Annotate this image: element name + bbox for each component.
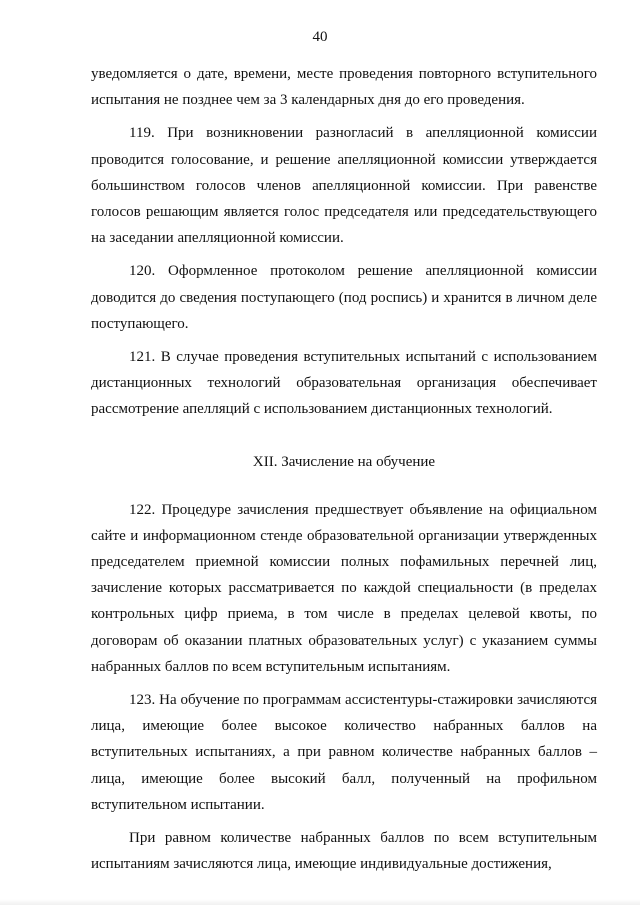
- page-number: 40: [312, 29, 328, 45]
- scan-edge-shadow: [0, 899, 640, 905]
- paragraph-119: 119. При возникновении разногласий в апелляционной комиссии проводится голосование, и решение апелляционной комиссии утверждается большинством голосов членов апелляционной комиссии. При равенстве голосов решающим является голос председателя или председательствующего на заседании апелляционной комиссии.: [91, 125, 597, 247]
- paragraph-121: 121. В случае проведения вступительных испытаний с использованием дистанционных технологий образовательная организация обеспечивает рассмотрение апелляций с использованием дистанционных технологий.: [91, 349, 597, 418]
- paragraph-continuation: уведомляется о дате, времени, месте проведения повторного вступительного испытания не позднее чем за 3 календарных дня до его проведения.: [91, 66, 597, 109]
- paragraph-123: 123. На обучение по программам ассистентуры-стажировки зачисляются лица, имеющие более высокое количество набранных баллов на вступительных испытаниях, а при равном количестве набранных баллов – лица, имеющие более высокий балл, полученный на профильном вступительном испытании.: [91, 692, 597, 813]
- paragraph-120: 120. Оформленное протоколом решение апелляционной комиссии доводится до сведения поступающего (под роспись) и хранится в личном деле поступающего.: [91, 263, 597, 332]
- paragraph-122: 122. Процедуре зачисления предшествует объявление на официальном сайте и информационном стенде образовательной организации утвержденных председателем приемной комиссии полных пофамильных перечней лиц, зачисление которых рассматривается по каждой специальности (в пределах контрольных цифр приема, в том числе в пределах целевой квоты, по договорам об оказании платных образовательных услуг) с указанием суммы набранных баллов по всем вступительным испытаниям.: [91, 501, 597, 675]
- section-heading: XII. Зачисление на обучение: [252, 453, 436, 470]
- paragraph-tiebreak: При равном количестве набранных баллов по всем вступительным испытаниям зачисляются лица, имеющие индивидуальные достижения,: [91, 830, 597, 873]
- document-body: [91, 61, 597, 877]
